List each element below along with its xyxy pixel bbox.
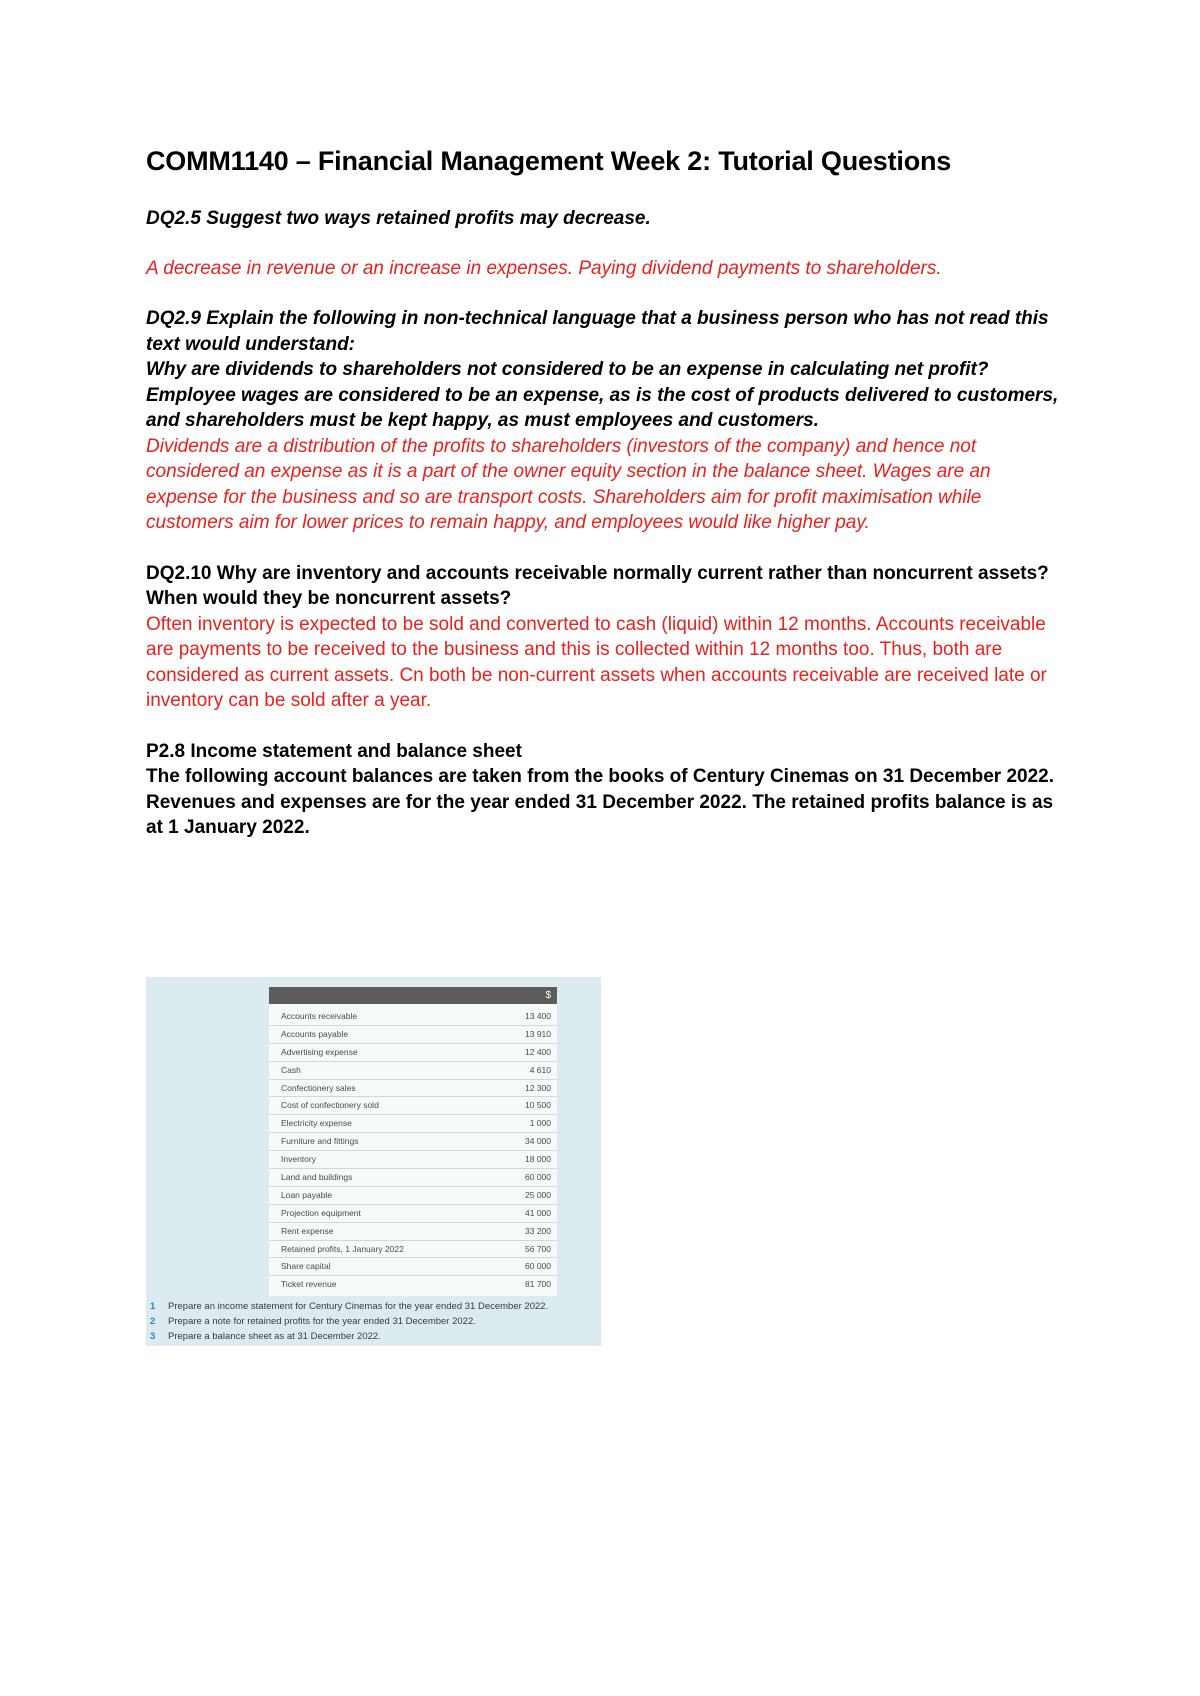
row-label: Rent expense [281, 1225, 334, 1236]
row-value: 12 400 [525, 1046, 551, 1057]
row-label: Electricity expense [281, 1118, 352, 1129]
question-text: Why are dividends to shareholders not considered to be an expense in calculating net profit? Employee wages are considered to be an expense, as is the cost of products delivered to customers, and shareholders must be kept happy, as must employees and customers. [146, 359, 1059, 431]
row-label: Retained profits, 1 January 2022 [281, 1243, 404, 1254]
row-label: Advertising expense [281, 1046, 358, 1057]
table-row [269, 1205, 557, 1223]
table-row [269, 1223, 557, 1241]
table-row [269, 1151, 557, 1169]
table-row [269, 1044, 557, 1062]
row-value: 12 300 [525, 1082, 551, 1093]
row-value: 60 000 [525, 1261, 551, 1272]
table-row [269, 1258, 557, 1276]
question-block-dq2-9 [146, 306, 1066, 536]
table-row [269, 1062, 557, 1080]
table-row [269, 1097, 557, 1115]
row-label: Accounts receivable [281, 1011, 358, 1021]
problem-block-p2-8 [146, 739, 1066, 841]
table-row [269, 1187, 557, 1205]
row-value: 41 000 [525, 1207, 551, 1218]
problem-line-2: Revenues and expenses are for the year ended 31 December 2022. The retained profits balance is as at 1 January 2022. [146, 791, 1054, 838]
row-label: Cash [281, 1064, 301, 1075]
task-number: 3 [150, 1331, 156, 1342]
row-value: 4 610 [529, 1064, 551, 1075]
question-block-dq2-5 [146, 206, 1066, 281]
answer-text: Often inventory is expected to be sold and converted to cash (liquid) within 12 months. Accounts receivable are payments to be received to the business and this is collected within 12 months too. Thus, both are considered as current assets. Cn both be non-current assets when accounts receivable are received late or inventory can be sold after a year. [146, 613, 1047, 711]
task-item [150, 1329, 595, 1344]
task-text: Prepare a note for retained profits for the year ended 31 December 2022. [168, 1316, 476, 1327]
task-item [150, 1314, 595, 1329]
row-label: Cost of confectionery sold [281, 1100, 379, 1111]
table-row [269, 1133, 557, 1151]
question-block-dq2-10 [146, 561, 1066, 714]
row-value: 56 700 [525, 1243, 551, 1254]
task-list [150, 1299, 595, 1344]
row-label: Share capital [281, 1261, 331, 1272]
row-label: Ticket revenue [281, 1279, 337, 1290]
row-label: Land and buildings [281, 1172, 353, 1183]
task-text: Prepare a balance sheet as at 31 December 2022. [168, 1331, 381, 1342]
table-row [269, 1169, 557, 1187]
row-value: 18 000 [525, 1154, 551, 1165]
task-text: Prepare an income statement for Century Cinemas for the year ended 31 December 2022. [168, 1301, 549, 1312]
row-value: 81 700 [525, 1279, 551, 1290]
row-label: Accounts payable [281, 1028, 349, 1039]
answer-text: A decrease in revenue or an increase in expenses. Paying dividend payments to shareholders. [146, 257, 942, 279]
table-row [269, 1008, 557, 1026]
table-header-currency: $ [269, 987, 557, 1004]
row-label: Loan payable [281, 1189, 333, 1200]
task-number: 2 [150, 1316, 156, 1327]
table-row [269, 1276, 557, 1294]
question-intro-text: DQ2.9 Explain the following in non-technical language that a business person who has not read this text would understand: [146, 308, 1049, 355]
row-label: Confectionery sales [281, 1082, 356, 1093]
account-balances-table [269, 987, 557, 1296]
row-label: Inventory [281, 1154, 316, 1165]
row-value: 34 000 [525, 1136, 551, 1147]
table-body [269, 1004, 557, 1296]
row-value: 60 000 [525, 1172, 551, 1183]
problem-heading: P2.8 Income statement and balance sheet [146, 740, 522, 762]
page-title: COMM1140 – Financial Management Week 2: Tutorial Questions [146, 146, 952, 176]
row-value: 10 500 [525, 1100, 551, 1111]
table-row [269, 1241, 557, 1259]
row-value: 13 910 [525, 1028, 551, 1039]
row-label: Projection equipment [281, 1207, 361, 1218]
document-body [146, 144, 1066, 841]
problem-line-1: The following account balances are taken from the books of Century Cinemas on 31 December 2022. [146, 766, 1055, 787]
table-row [269, 1115, 557, 1133]
account-balances-figure [146, 977, 601, 1346]
answer-text: Dividends are a distribution of the profits to shareholders (investors of the company) and hence not considered an expense as it is a part of the owner equity section in the balance sheet. Wages are an expense for the business and so are transport costs. Shareholders aim for profit maximisation while customers aim for lower prices to remain happy, and employees would like higher pay. [146, 435, 991, 533]
task-item [150, 1299, 595, 1314]
question-text: DQ2.5 Suggest two ways retained profits may decrease. [146, 208, 651, 229]
table-row [269, 1026, 557, 1044]
row-value: 25 000 [525, 1189, 551, 1200]
row-label: Furniture and fittings [281, 1136, 359, 1147]
row-value: 13 400 [525, 1011, 551, 1021]
question-text: DQ2.10 Why are inventory and accounts receivable normally current rather than noncurrent assets? When would they be noncurrent assets? [146, 562, 1049, 609]
row-value: 33 200 [525, 1225, 551, 1236]
table-row [269, 1080, 557, 1098]
row-value: 1 000 [529, 1118, 551, 1129]
task-number: 1 [150, 1301, 156, 1312]
